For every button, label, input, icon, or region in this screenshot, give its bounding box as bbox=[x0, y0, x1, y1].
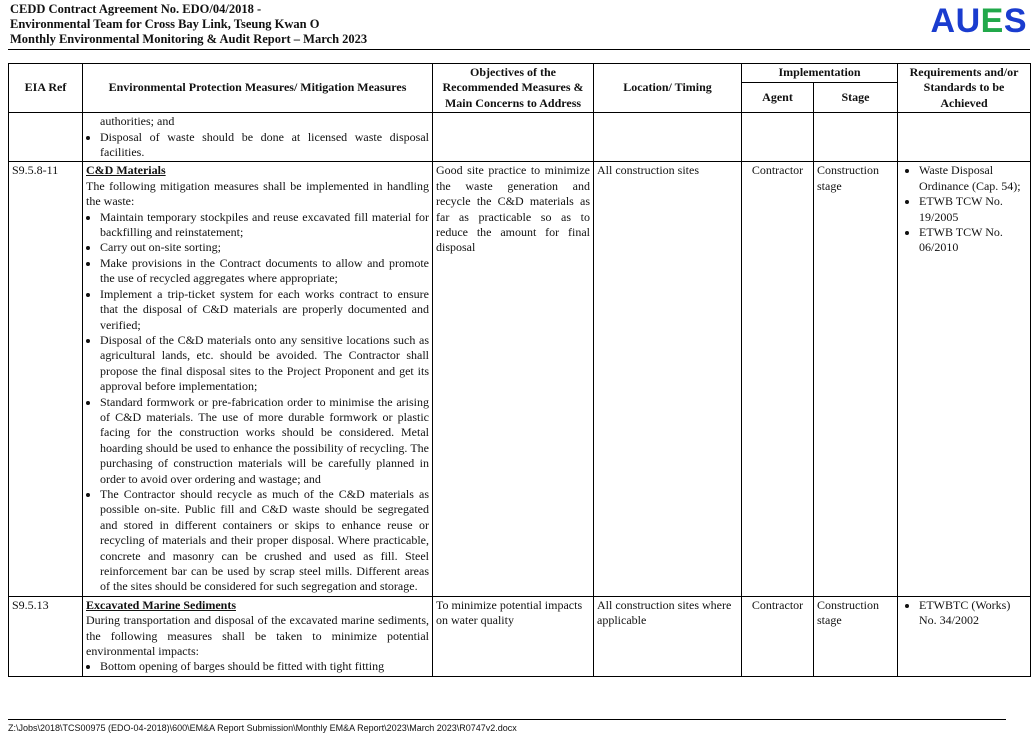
list-item: • Waste Disposal Ordinance (Cap. 54); bbox=[919, 163, 1027, 194]
row2-objective: To minimize potential impacts on water quality bbox=[433, 596, 594, 676]
row2-intro: During transportation and disposal of the excavated marine sediments, the following measures shall be taken to minimize potential environmental impacts: bbox=[86, 613, 429, 659]
header-rule bbox=[8, 49, 1030, 50]
row2-title: Excavated Marine Sediments bbox=[86, 597, 236, 612]
table-header-row bbox=[9, 64, 1031, 83]
list-item: • Make provisions in the Contract documents to allow and promote the use of recycled aggregates where appropriate; bbox=[100, 256, 429, 287]
list-item: • Standard formwork or pre-fabrication order to minimise the arising of C&D materials. The use of more durable formwork or plastic facing for the construction works should be considered. Metal hoarding should be used to enhance the possibility of recycling. The purchasing of construction materials will be carefully planned in order to avoid over ordering and wastage; and bbox=[100, 395, 429, 487]
mitigation-measures-table bbox=[8, 63, 1031, 677]
col-measures: Environmental Protection Measures/ Mitigation Measures bbox=[83, 64, 433, 113]
row2-ref: S9.5.13 bbox=[9, 596, 83, 676]
row1-location: All construction sites bbox=[594, 162, 742, 596]
row1-agent: Contractor bbox=[742, 162, 814, 596]
col-implementation: Implementation bbox=[742, 64, 898, 83]
col-location: Location/ Timing bbox=[594, 64, 742, 113]
aues-logo: AUES bbox=[930, 2, 1027, 40]
header-line-2: Environmental Team for Cross Bay Link, Tseung Kwan O bbox=[10, 17, 320, 31]
row2-agent: Contractor bbox=[742, 596, 814, 676]
col-objectives: Objectives of the Recommended Measures & Main Concerns to Address bbox=[433, 64, 594, 113]
document-header bbox=[10, 2, 367, 47]
row1-title: C&D Materials bbox=[86, 163, 166, 178]
col-requirements: Requirements and/or Standards to be Achieved bbox=[898, 64, 1031, 113]
col-eia-ref: EIA Ref bbox=[9, 64, 83, 113]
footer-rule bbox=[8, 719, 1006, 720]
col-stage: Stage bbox=[814, 82, 898, 113]
list-item: • Disposal of the C&D materials onto any sensitive locations such as agricultural lands, etc. should be avoided. The Contractor shall propose the final disposal sites to the Project Proponent and get its approval before implementation; bbox=[100, 333, 429, 395]
row1-ref: S9.5.8-11 bbox=[9, 162, 83, 596]
list-item: • Maintain temporary stockpiles and reuse excavated fill material for backfilling and reinstatement; bbox=[100, 210, 429, 241]
header-line-1: CEDD Contract Agreement No. EDO/04/2018 - bbox=[10, 2, 262, 16]
list-item: • The Contractor should recycle as much of the C&D materials as possible on-site. Public fill and C&D waste should be segregated and stored in different containers or skips to enhance reuse or recycling of materials and their proper disposal. Where practicable, concrete and masonry can be crushed and used as fill. Steel reinforcement bar can be used by scrap steel mills. Different areas of the sites should be considered for such segregation and storage. bbox=[100, 487, 429, 595]
list-item: • ETWBTC (Works) No. 34/2002 bbox=[919, 598, 1027, 629]
list-item: • Implement a trip-ticket system for each works contract to ensure that the disposal of C&D materials are properly documented and verified; bbox=[100, 287, 429, 333]
row2-location: All construction sites where applicable bbox=[594, 596, 742, 676]
row1-intro: The following mitigation measures shall be implemented in handling the waste: bbox=[86, 178, 429, 209]
col-agent: Agent bbox=[742, 82, 814, 113]
table-row bbox=[9, 162, 1031, 596]
list-item: • Carry out on-site sorting; bbox=[100, 240, 429, 255]
header-line-3: Monthly Environmental Monitoring & Audit Report – March 2023 bbox=[10, 32, 368, 46]
row2-stage: Construction stage bbox=[814, 596, 898, 676]
row1-objective: Good site practice to minimize the waste generation and recycle the C&D materials as far as practicable so as to reduce the amount for final disposal bbox=[433, 162, 594, 596]
list-item: • ETWB TCW No. 06/2010 bbox=[919, 225, 1027, 256]
list-item: • Bottom opening of barges should be fitted with tight fitting bbox=[100, 659, 429, 674]
list-item: • ETWB TCW No. 19/2005 bbox=[919, 194, 1027, 225]
list-item: • Disposal of waste should be done at licensed waste disposal facilities. bbox=[100, 130, 429, 161]
table-row bbox=[9, 596, 1031, 676]
table-row bbox=[9, 113, 1031, 162]
row0-text: authorities; and bbox=[100, 114, 175, 129]
row1-stage: Construction stage bbox=[814, 162, 898, 596]
footer-file-path: Z:\Jobs\2018\TCS00975 (EDO-04-2018)\600\EM&A Report Submission\Monthly EM&A Report\2023\March 2023\R0747v2.docx bbox=[8, 723, 517, 733]
